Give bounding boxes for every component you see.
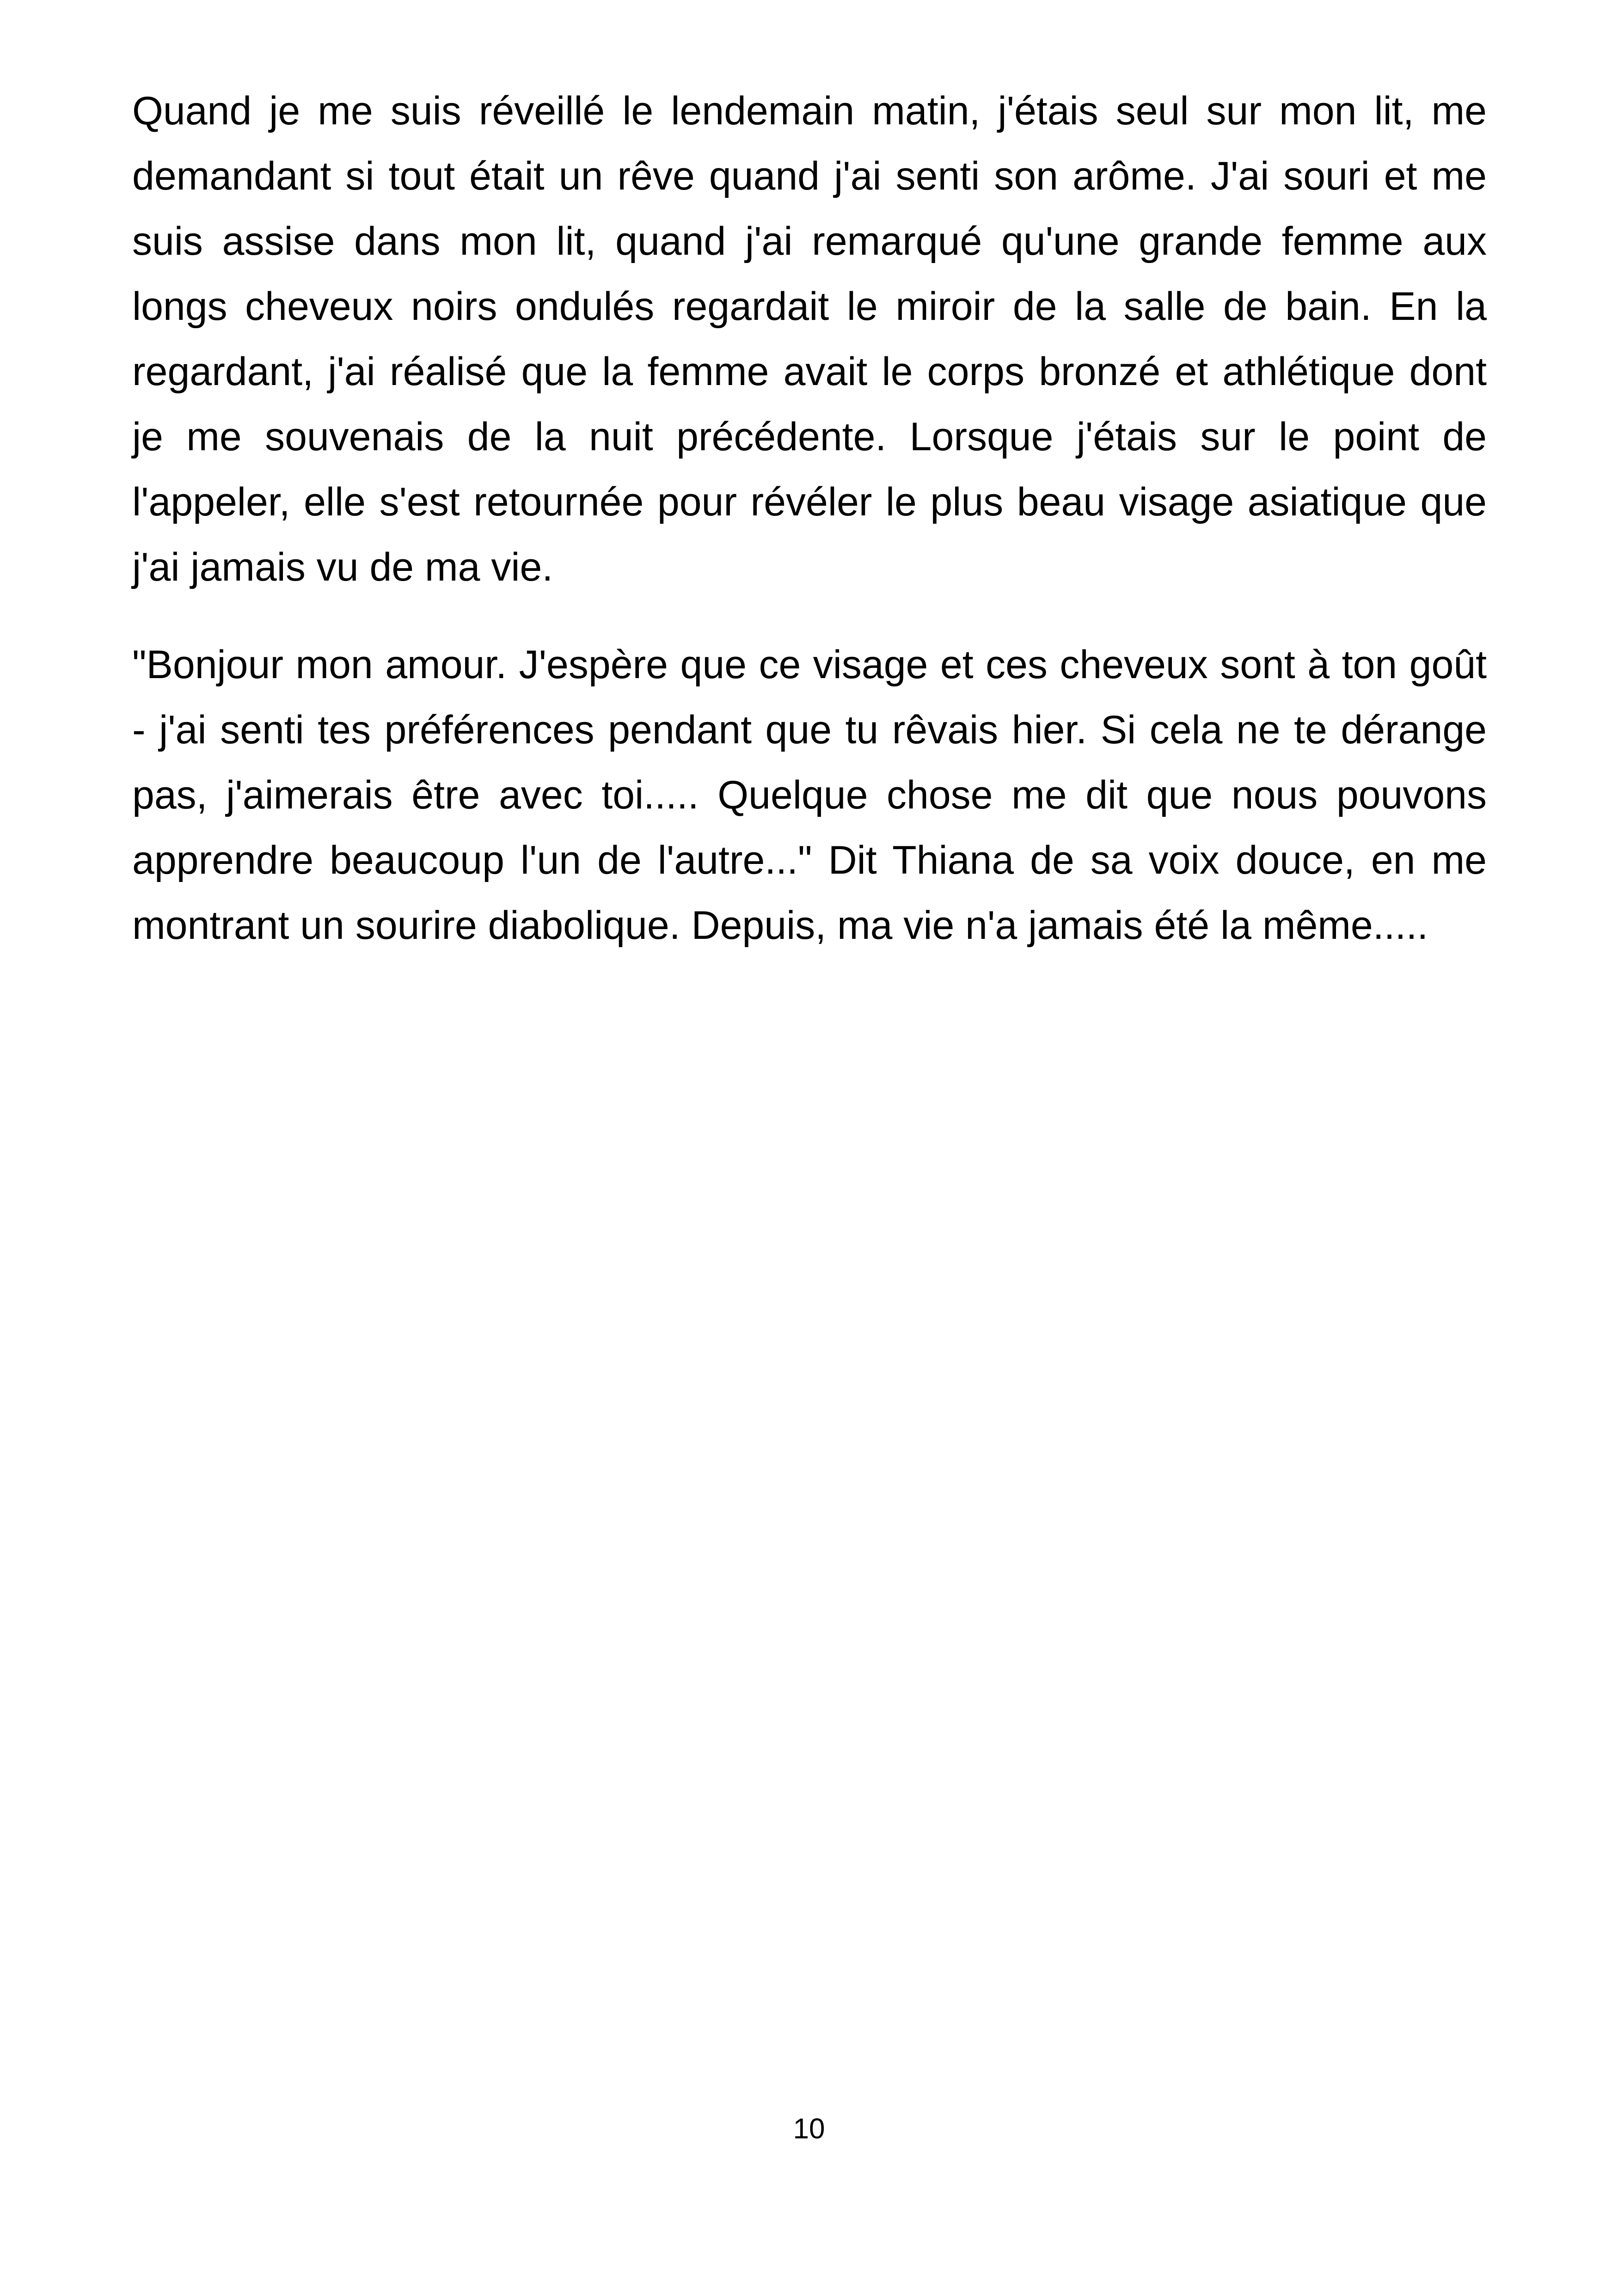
paragraph-2: "Bonjour mon amour. J'espère que ce visage et ces cheveux sont à ton goût - j'ai senti tes préférences pendant que tu rêvais hier. Si cela ne te dérange pas, j'aimerais être avec toi..... Quelque chose me dit que nous pouvons apprendre beaucoup l'un de l'autre..." Dit Thiana de sa voix douce, en me montrant un sourire diabolique. Depuis, ma vie n'a jamais été la même..... — [132, 643, 1487, 948]
page-number: 10 — [793, 2113, 825, 2145]
paragraph-1: Quand je me suis réveillé le lendemain matin, j'étais seul sur mon lit, me demandant si tout était un rêve quand j'ai senti son arôme. J'ai souri et me suis assise dans mon lit, quand j'ai remarqué qu'une grande femme aux longs cheveux noirs ondulés regardait le miroir de la salle de bain. En la regardant, j'ai réalisé que la femme avait le corps bronzé et athlétique dont je me souvenais de la nuit précédente. Lorsque j'étais sur le point de l'appeler, elle s'est retournée pour révéler le plus beau visage asiatique que j'ai jamais vu de ma vie. — [132, 89, 1487, 589]
body-text — [132, 79, 1487, 991]
